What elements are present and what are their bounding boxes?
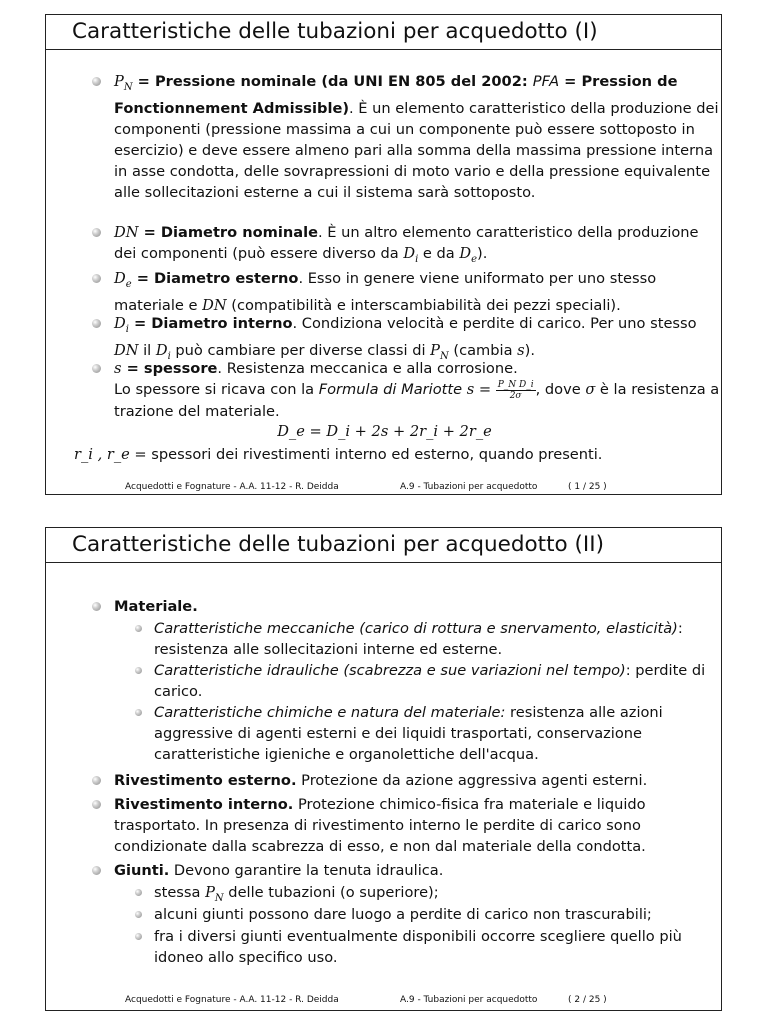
slide-1 bbox=[45, 14, 722, 495]
sub-item-chimiche: Caratteristiche chimiche e natura del materiale: resistenza alle azioni aggressive di agenti esterni e dei liquidi trasportati, conservazione caratteristiche igieniche e organolettiche dell'acqua. bbox=[154, 702, 720, 765]
footer-course: Acquedotti e Fognature - A.A. 11-12 - R. Deidda bbox=[125, 995, 339, 1005]
bullet-icon bbox=[135, 709, 142, 716]
sub-item-giunti-scelta: fra i diversi giunti eventualmente disponibili occorre scegliere quello più idoneo allo specifico uso. bbox=[154, 926, 720, 968]
bullet-icon bbox=[92, 776, 101, 785]
bullet-icon bbox=[135, 933, 142, 940]
sub-item-giunti-perdite: alcuni giunti possono dare luogo a perdite di carico non trascurabili; bbox=[154, 904, 720, 925]
bullet-icon bbox=[135, 667, 142, 674]
footer-page: ( 1 / 25 ) bbox=[568, 482, 607, 492]
bullet-item-diametro-interno: $D_i$ = Diametro interno. Condiziona velocità e perdite di carico. Per uno stesso DN il $D_i$ può cambiare per diverse classi di $P_N$ (cambia s). bbox=[114, 313, 720, 367]
slide-2 bbox=[45, 527, 722, 1011]
coating-note: r_i , r_e = spessori dei rivestimenti interno ed esterno, quando presenti. bbox=[74, 446, 603, 463]
bullet-item-rivestimento-interno: Rivestimento interno. Protezione chimico-fisica fra materiale e liquido trasportato. In presenza di rivestimento interno le perdite di carico sono condizionate dalla scabrezza di esso, e non dal materiale della condotta. bbox=[114, 794, 720, 857]
bullet-icon bbox=[135, 889, 142, 896]
bullet-item-giunti: Giunti. Devono garantire la tenuta idraulica. bbox=[114, 860, 720, 881]
sub-item-idrauliche: Caratteristiche idrauliche (scabrezza e sue variazioni nel tempo): perdite di carico. bbox=[154, 660, 720, 702]
footer-page: ( 2 / 25 ) bbox=[568, 995, 607, 1005]
bullet-icon bbox=[92, 602, 101, 611]
bullet-icon bbox=[92, 364, 101, 373]
bullet-item-diametro-nominale: DN = Diametro nominale. È un altro elemento caratteristico della produzione dei componenti (può essere diverso da $D_i$ e da $D_e$). bbox=[114, 222, 720, 270]
bullet-item-spessore: s = spessore. Resistenza meccanica e alla corrosione. Lo spessore si ricava con la Formula di Mariotte s = $\frac{\text{P\_N D\_i}}{2\sigma}$ , dove σ è la resistenza a trazione del materiale. bbox=[114, 358, 720, 422]
bullet-icon bbox=[92, 866, 101, 875]
thickness-formula: D_e = D_i + 2s + 2r_i + 2r_e bbox=[277, 423, 492, 440]
bullet-icon bbox=[92, 800, 101, 809]
footer-section: A.9 - Tubazioni per acquedotto bbox=[400, 995, 538, 1005]
slide-title: Caratteristiche delle tubazioni per acquedotto (II) bbox=[46, 528, 721, 563]
bullet-item-materiale: Materiale. bbox=[114, 596, 720, 617]
sub-item-giunti-pn: stessa $P_N$ delle tubazioni (o superiore); bbox=[154, 882, 720, 909]
slide-title: Caratteristiche delle tubazioni per acquedotto (I) bbox=[46, 15, 721, 50]
bullet-icon bbox=[135, 625, 142, 632]
bullet-item-diametro-esterno: $D_e$ = Diametro esterno. Esso in genere viene uniformato per uno stesso materiale e DN (compatibilità e interscambiabilità dei pezzi speciali). bbox=[114, 268, 720, 316]
bullet-icon bbox=[92, 274, 101, 283]
bullet-item-rivestimento-esterno: Rivestimento esterno. Protezione da azione aggressiva agenti esterni. bbox=[114, 770, 720, 791]
footer-section: A.9 - Tubazioni per acquedotto bbox=[400, 482, 538, 492]
bullet-icon bbox=[92, 77, 101, 86]
bullet-icon bbox=[92, 228, 101, 237]
bullet-item-pressione-nominale: $P_N$ = Pressione nominale (da UNI EN 805 del 2002: PFA = Pression de Fonctionnement Admissible). È un elemento caratteristico della produzione dei componenti (pressione massima a cui un componente può essere sottoposto in esercizio) e deve essere almeno pari alla somma della massima pressione interna in asse condotta, delle sovrapressioni di moto vario e della pressione equivalente alle sollecitazioni esterne a cui il sistema sarà sottoposto. bbox=[114, 71, 720, 203]
sub-item-meccaniche: Caratteristiche meccaniche (carico di rottura e snervamento, elasticità): resistenza alle sollecitazioni interne ed esterne. bbox=[154, 618, 720, 660]
footer-course: Acquedotti e Fognature - A.A. 11-12 - R. Deidda bbox=[125, 482, 339, 492]
mariotte-fraction: $\frac{\text{P\_N D\_i}}{2\sigma}$ bbox=[497, 379, 534, 401]
bullet-icon bbox=[135, 911, 142, 918]
bullet-icon bbox=[92, 319, 101, 328]
